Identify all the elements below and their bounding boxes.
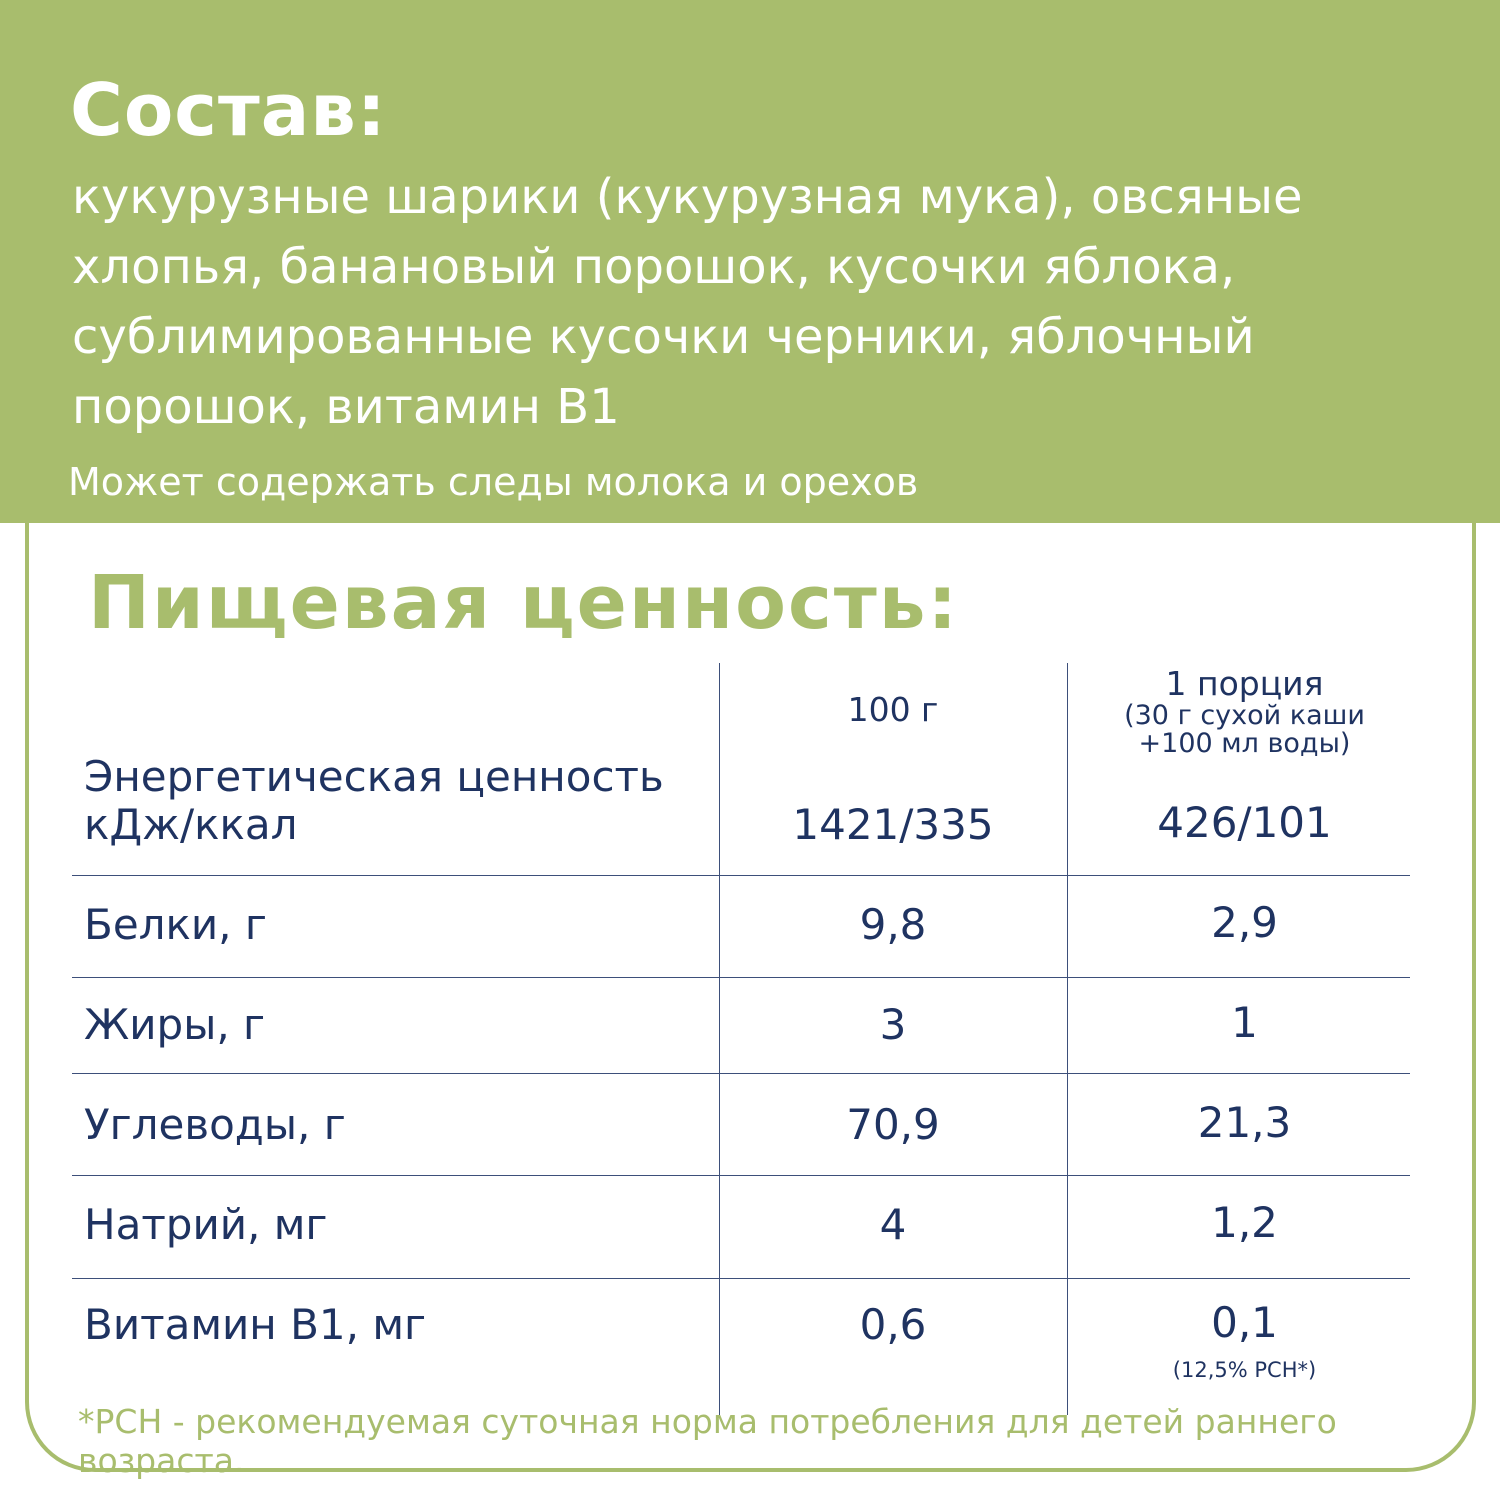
value-portion: 1: [1231, 998, 1258, 1047]
value-portion: 1,2: [1211, 1198, 1278, 1247]
value-100g: 1421/335: [792, 800, 994, 849]
value-portion: 426/101: [1157, 798, 1332, 847]
row-divider: [72, 1175, 1410, 1176]
row-label: Жиры, г: [84, 1000, 266, 1049]
composition-panel: [0, 0, 1500, 523]
value-100g: 3: [879, 1000, 907, 1049]
footnote: *РСН - рекомендуемая суточная норма потребления для детей раннего возраста.: [78, 1402, 1337, 1480]
row-divider: [72, 977, 1410, 978]
row-label: Энергетическая ценность: [84, 752, 664, 801]
row-label: Витамин В1, мг: [84, 1300, 427, 1349]
rsn-note: (12,5% РСН*): [1172, 1358, 1317, 1382]
allergen-note: Может содержать следы молока и орехов: [68, 460, 919, 504]
row-divider: [72, 1278, 1410, 1279]
header-portion: 1 порция: [1165, 664, 1324, 703]
header-portion-note: (30 г сухой каши: [1124, 700, 1365, 731]
header-portion-note: +100 мл воды): [1138, 728, 1351, 759]
header-100g: 100 г: [847, 690, 939, 729]
value-100g: 9,8: [859, 900, 927, 949]
row-divider: [72, 875, 1410, 876]
row-label: Белки, г: [84, 900, 267, 949]
nutrition-title: Пищевая ценность:: [88, 560, 960, 646]
value-100g: 70,9: [846, 1100, 940, 1149]
value-100g: 0,6: [859, 1300, 927, 1349]
row-label: кДж/ккал: [84, 800, 298, 849]
row-label: Углеводы, г: [84, 1100, 346, 1149]
composition-title: Состав:: [70, 68, 387, 152]
ingredients-text: кукурузные шарики (кукурузная мука), овсяные хлопья, банановый порошок, кусочки яблока, сублимированные кусочки черники, яблочный порошок, витамин В1: [72, 169, 1303, 435]
row-divider: [72, 1073, 1410, 1074]
value-portion: 2,9: [1211, 898, 1278, 947]
value-portion: 21,3: [1197, 1098, 1292, 1147]
value-100g: 4: [879, 1200, 907, 1249]
value-portion: 0,1: [1211, 1298, 1278, 1347]
row-label: Натрий, мг: [84, 1200, 328, 1249]
